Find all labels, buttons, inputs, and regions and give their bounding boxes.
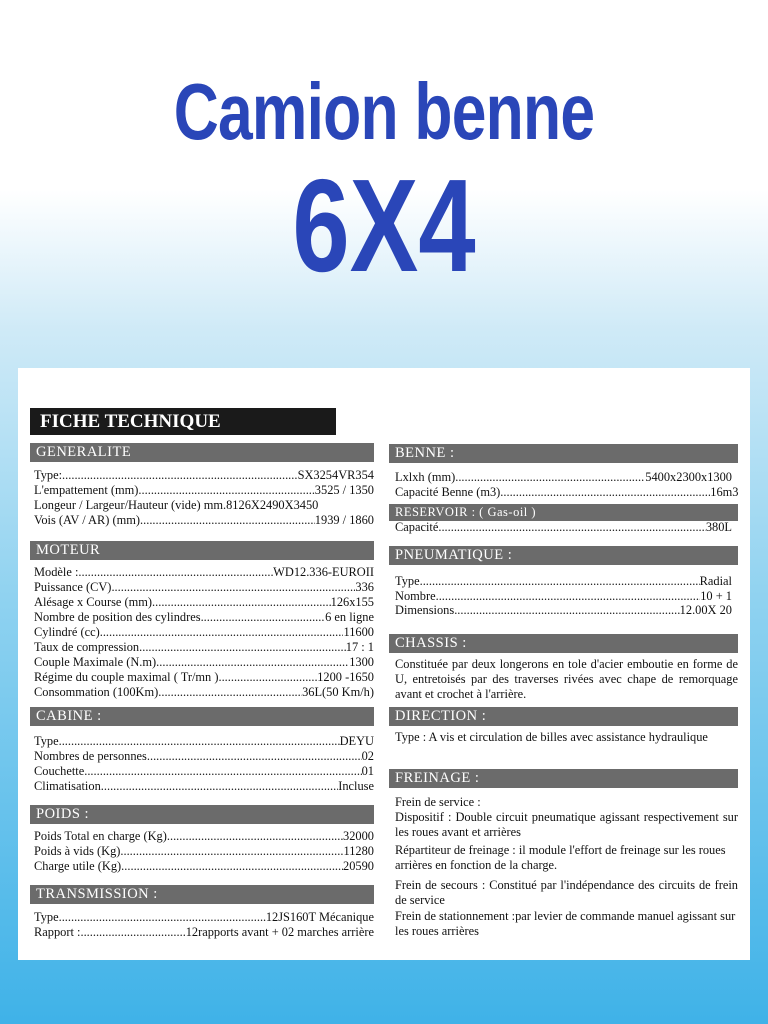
section-generalite-header: GENERALITE [30,443,374,462]
freinage-secours: Frein de secours : Constitué par l'indépendance des circuits de frein de service [395,878,738,907]
spec-row: Type: ..... SX3254VR354 [34,468,374,483]
direction-description: Type : A vis et circulation de billes avec assistance hydraulique [395,730,708,744]
spec-row: Dimensions ..... 12.00X 20 [395,603,732,618]
section-benne-header: BENNE : [389,444,738,463]
section-reservoir-header: RESERVOIR : ( Gas-oil ) [389,504,738,521]
spec-row: Poids Total en charge (Kg) ..... 32000 [34,829,374,844]
spec-row: Nombre ..... 10 + 1 [395,589,732,604]
title-6x4: 6X4 [292,152,476,299]
spec-row: L'empattement (mm) ..... 3525 / 1350 [34,483,374,498]
fiche-technique-heading: FICHE TECHNIQUE [30,408,336,435]
spec-row: Couchette ..... 01 [34,764,374,779]
spec-row: Poids à vids (Kg) ..... 11280 [34,844,374,859]
spec-row: Puissance (CV) ..... 336 [34,580,374,595]
spec-row: Vois (AV / AR) (mm) ..... 1939 / 1860 [34,513,374,528]
spec-row: Nombre de position des cylindres ..... 6 en ligne [34,610,374,625]
section-direction-header: DIRECTION : [389,707,738,726]
spec-row: Couple Maximale (N.m) ..... 1300 [34,655,374,670]
section-cabine-header: CABINE : [30,707,374,726]
spec-row: Alésage x Course (mm) ..... 126x155 [34,595,374,610]
section-chassis-header: CHASSIS : [389,634,738,653]
spec-row: Climatisation ..... Incluse [34,779,374,794]
section-freinage-header: FREINAGE : [389,769,738,788]
freinage-dispositif: Dispositif : Double circuit pneumatique agissant respectivement sur les roues avant et arrières [395,810,738,839]
spec-row: Cylindré (cc) ..... 11600 [34,625,374,640]
spec-row: Rapport : ..... 12rapports avant + 02 marches arrière [34,925,374,940]
spec-row: Capacité ..... 380L [395,520,732,535]
section-poids-header: POIDS : [30,805,374,824]
section-moteur-header: MOTEUR [30,541,374,560]
freinage-stationnement: Frein de stationnement :par levier de commande manuel agissant sur les roues arrières [395,909,736,938]
section-pneumatique-header: PNEUMATIQUE : [389,546,738,565]
freinage-repartiteur: Répartiteur de freinage : il module l'effort de freinage sur les roues arrières en fonction de la charge. [395,843,726,872]
section-transmission-header: TRANSMISSION : [30,885,374,904]
spec-row: Nombres de personnes ..... 02 [34,749,374,764]
spec-row: Lxlxh (mm) ..... 5400x2300x1300 [395,470,732,485]
spec-row: Capacité Benne (m3) ..... 16m3 [395,485,732,500]
freinage-service: Frein de service : [395,795,481,809]
title-camion-benne: Camion benne [173,67,595,156]
spec-row: Type ..... DEYU [34,734,374,749]
chassis-description: Constituée par deux longerons en tole d'acier emboutie en forme de U, entretoisés par des traverses rivées avec chape de remorquage avant et crochet à l'arrière. [395,657,738,701]
spec-row: Consommation (100Km) ..... 36L(50 Km/h) [34,685,374,700]
spec-row: Taux de compression ..... 17 : 1 [34,640,374,655]
spec-row: Régime du couple maximal ( Tr/mn ) ..... 1200 -1650 [34,670,374,685]
spec-row: Type ..... 12JS160T Mécanique [34,910,374,925]
spec-row: Type ..... Radial [395,574,732,589]
spec-row: Modèle : ..... WD12.336-EUROII [34,565,374,580]
spec-row: Longeur / Largeur/Hauteur (vide) mm. 8126X2490X3450 [34,498,319,512]
spec-row: Charge utile (Kg) ..... 20590 [34,859,374,874]
